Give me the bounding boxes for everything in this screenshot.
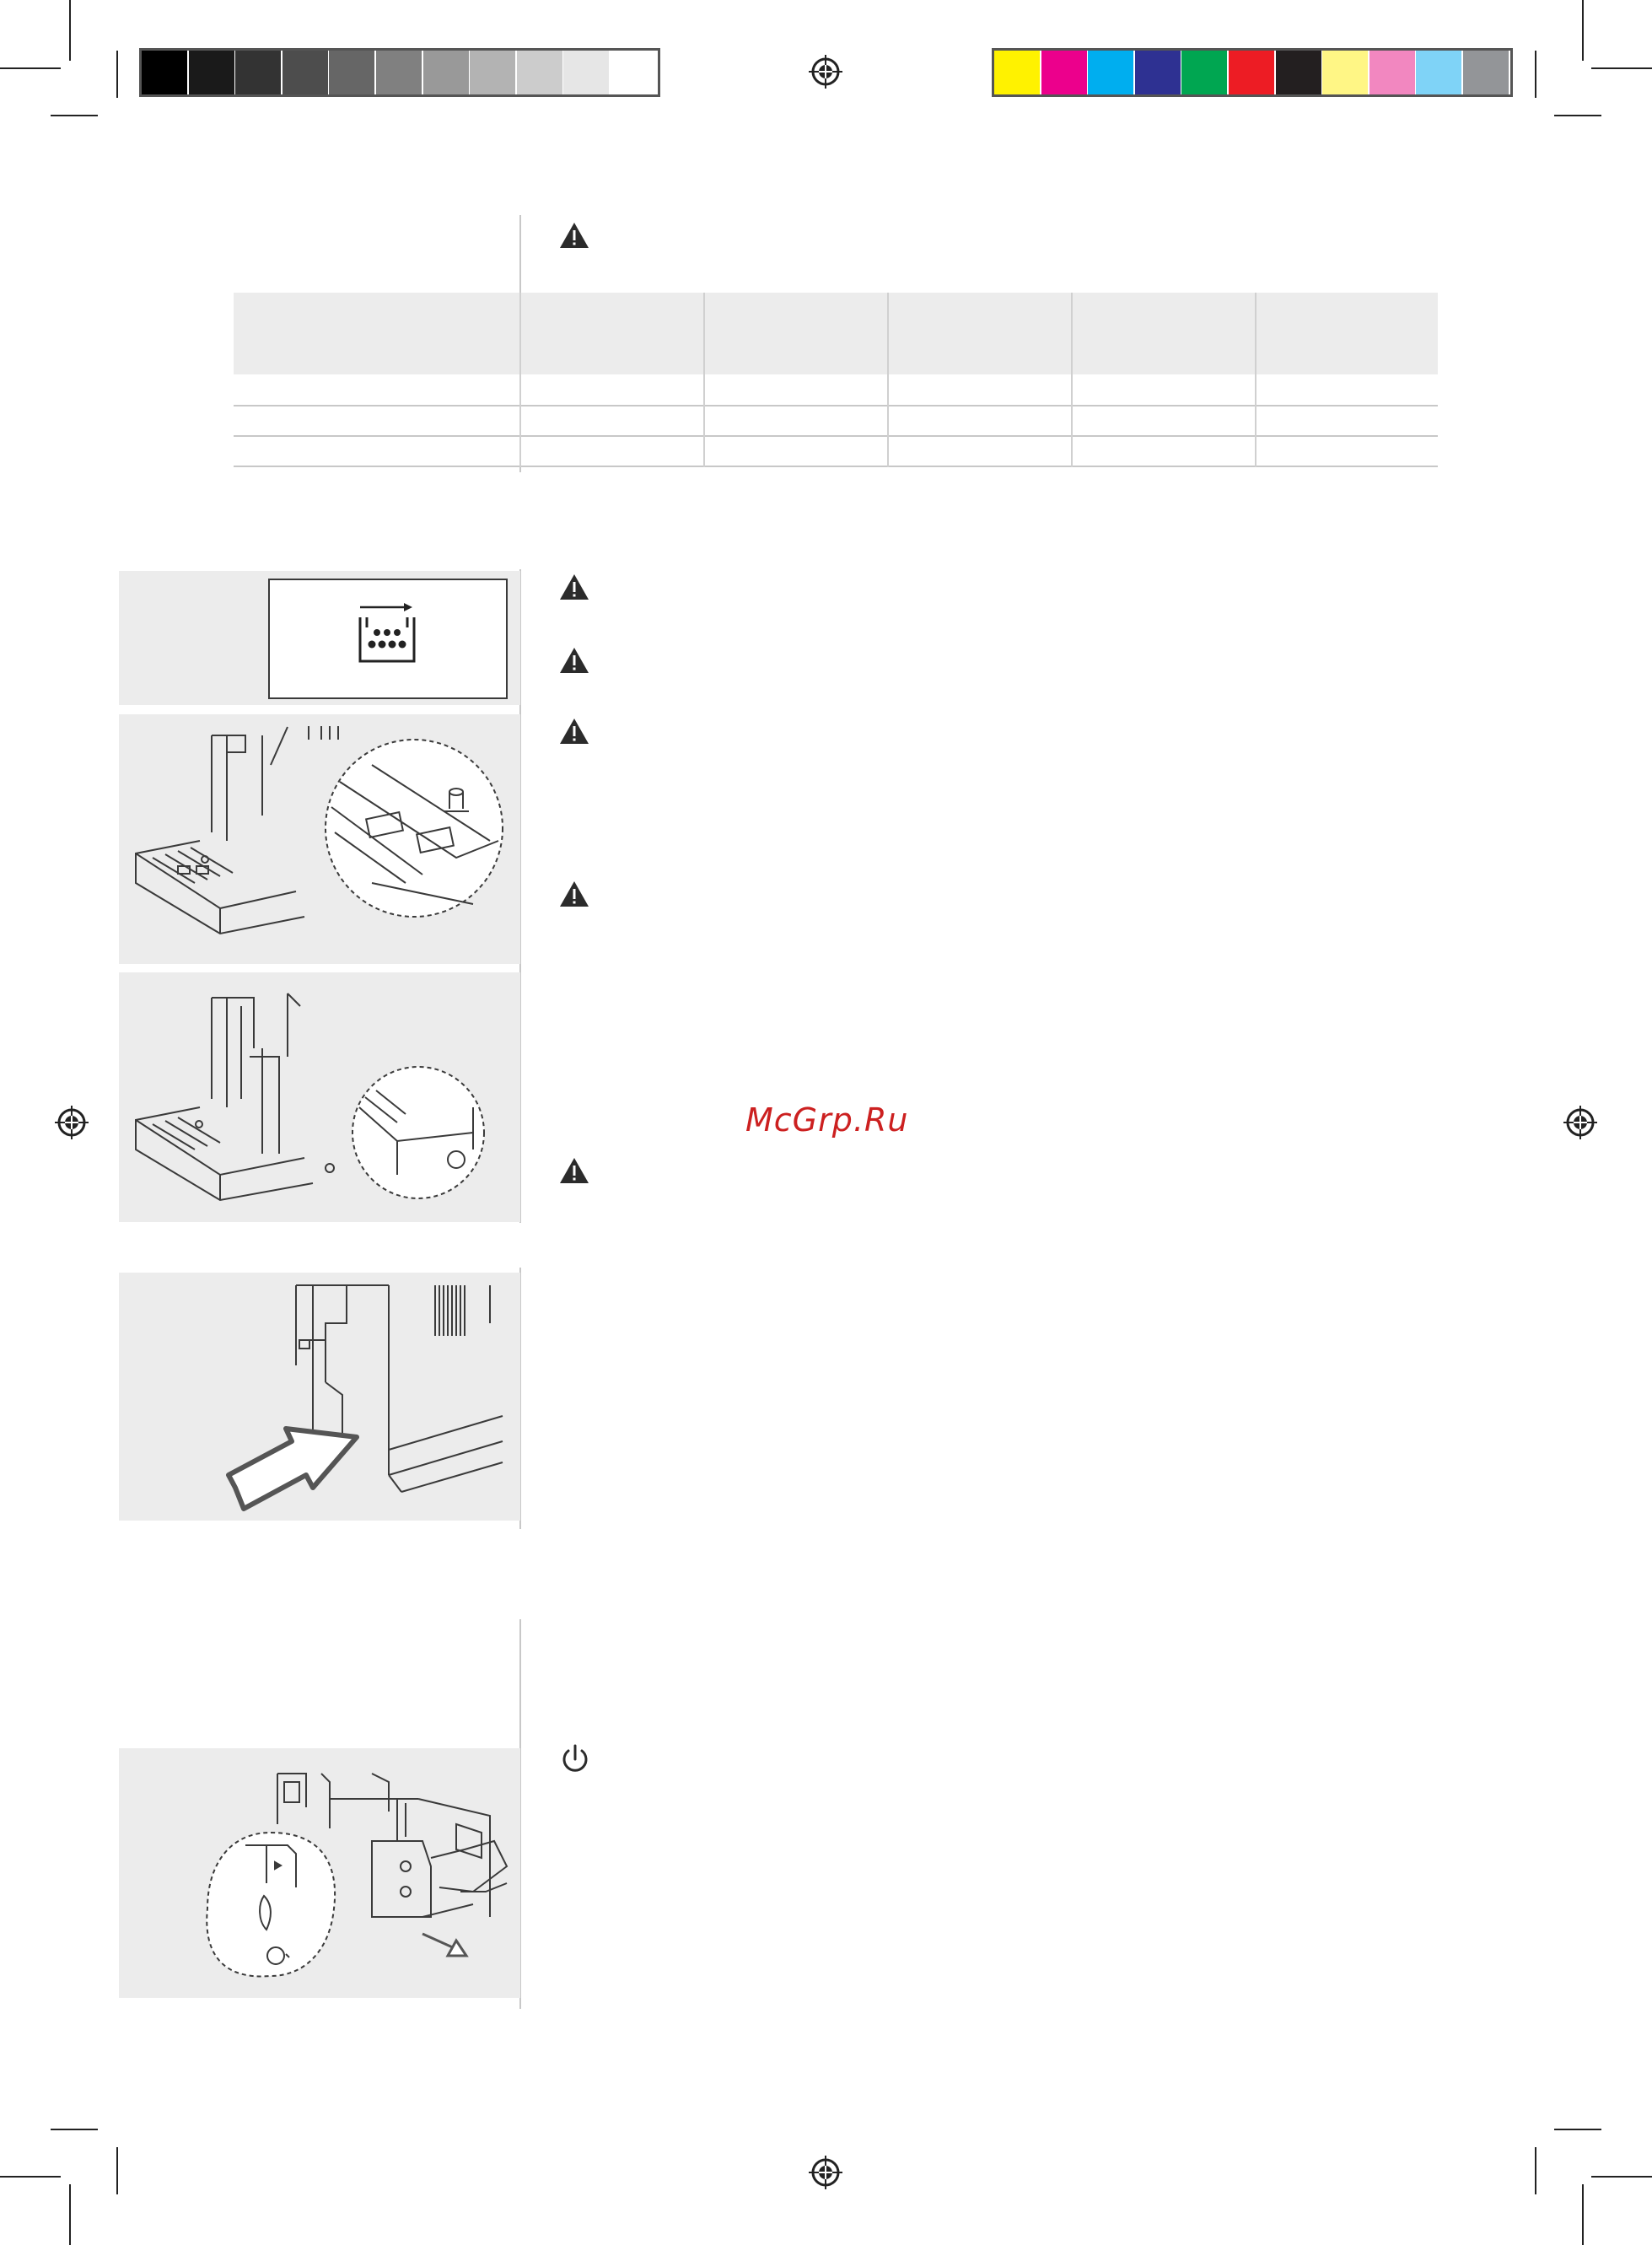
color-swatch <box>470 51 515 94</box>
color-swatch <box>1463 51 1509 94</box>
color-swatch <box>376 51 422 94</box>
crop-mark <box>1591 67 1652 69</box>
display-screen <box>268 579 508 699</box>
table-column-divider <box>1071 293 1073 467</box>
color-swatch <box>1276 51 1321 94</box>
color-swatch <box>994 51 1040 94</box>
warning-triangle-icon <box>558 717 590 746</box>
table-column-divider <box>703 293 705 467</box>
warning-triangle-icon <box>558 646 590 675</box>
table-row-divider <box>234 466 1438 467</box>
illustration-grounds-drawer-panel <box>119 1273 520 1521</box>
crop-mark <box>51 115 98 116</box>
table-column-divider <box>1255 293 1256 467</box>
crop-mark <box>69 0 71 61</box>
crop-mark <box>1591 2176 1652 2178</box>
color-swatch <box>423 51 469 94</box>
table-column-divider <box>887 293 889 467</box>
color-swatch <box>1369 51 1415 94</box>
power-icon <box>558 1742 592 1776</box>
crop-mark <box>1554 115 1601 116</box>
watermark-text: McGrp.Ru <box>745 1101 909 1139</box>
illustration-drip-tray-panel <box>119 714 520 964</box>
crop-mark <box>116 2147 118 2194</box>
warning-triangle-icon <box>558 880 590 908</box>
warning-triangle-icon <box>558 1156 590 1185</box>
warning-triangle-icon <box>558 221 590 250</box>
color-swatch <box>1181 51 1227 94</box>
table-header-row <box>234 293 1438 374</box>
crop-mark <box>1582 0 1584 61</box>
color-swatch <box>517 51 562 94</box>
crop-mark <box>1535 2147 1536 2194</box>
color-swatch <box>1322 51 1368 94</box>
color-swatch <box>235 51 281 94</box>
illustration-display-panel <box>119 571 520 705</box>
registration-mark-icon <box>53 1104 90 1141</box>
color-swatch <box>189 51 234 94</box>
table-row-divider <box>234 405 1438 406</box>
tray-removal-illustration <box>119 972 520 1222</box>
grounds-drawer-illustration <box>119 1273 520 1521</box>
registration-mark-icon <box>807 2154 844 2191</box>
illustration-tray-removal-panel <box>119 972 520 1222</box>
table-row-divider <box>234 435 1438 437</box>
crop-mark <box>0 67 61 69</box>
grounds-container-icon <box>357 602 417 666</box>
color-swatch <box>1041 51 1087 94</box>
crop-mark <box>1582 2184 1584 2245</box>
table-column-divider <box>519 293 521 467</box>
color-swatch <box>1135 51 1181 94</box>
color-swatch <box>1416 51 1461 94</box>
color-swatch <box>611 51 656 94</box>
brew-unit-illustration <box>119 1748 520 1998</box>
crop-mark <box>0 2176 61 2178</box>
drip-tray-illustration <box>119 714 520 964</box>
registration-mark-icon <box>807 53 844 90</box>
color-swatch <box>563 51 609 94</box>
illustration-brew-unit-panel <box>119 1748 520 1998</box>
crop-mark <box>1554 2129 1601 2130</box>
registration-mark-icon <box>1562 1104 1599 1141</box>
crop-mark <box>1535 51 1536 98</box>
color-swatch <box>1088 51 1133 94</box>
crop-mark <box>116 51 118 98</box>
color-swatch <box>142 51 187 94</box>
warning-triangle-icon <box>558 573 590 601</box>
crop-mark <box>51 2129 98 2130</box>
color-swatch <box>329 51 374 94</box>
crop-mark <box>69 2184 71 2245</box>
color-swatch <box>1229 51 1274 94</box>
color-swatch <box>283 51 328 94</box>
